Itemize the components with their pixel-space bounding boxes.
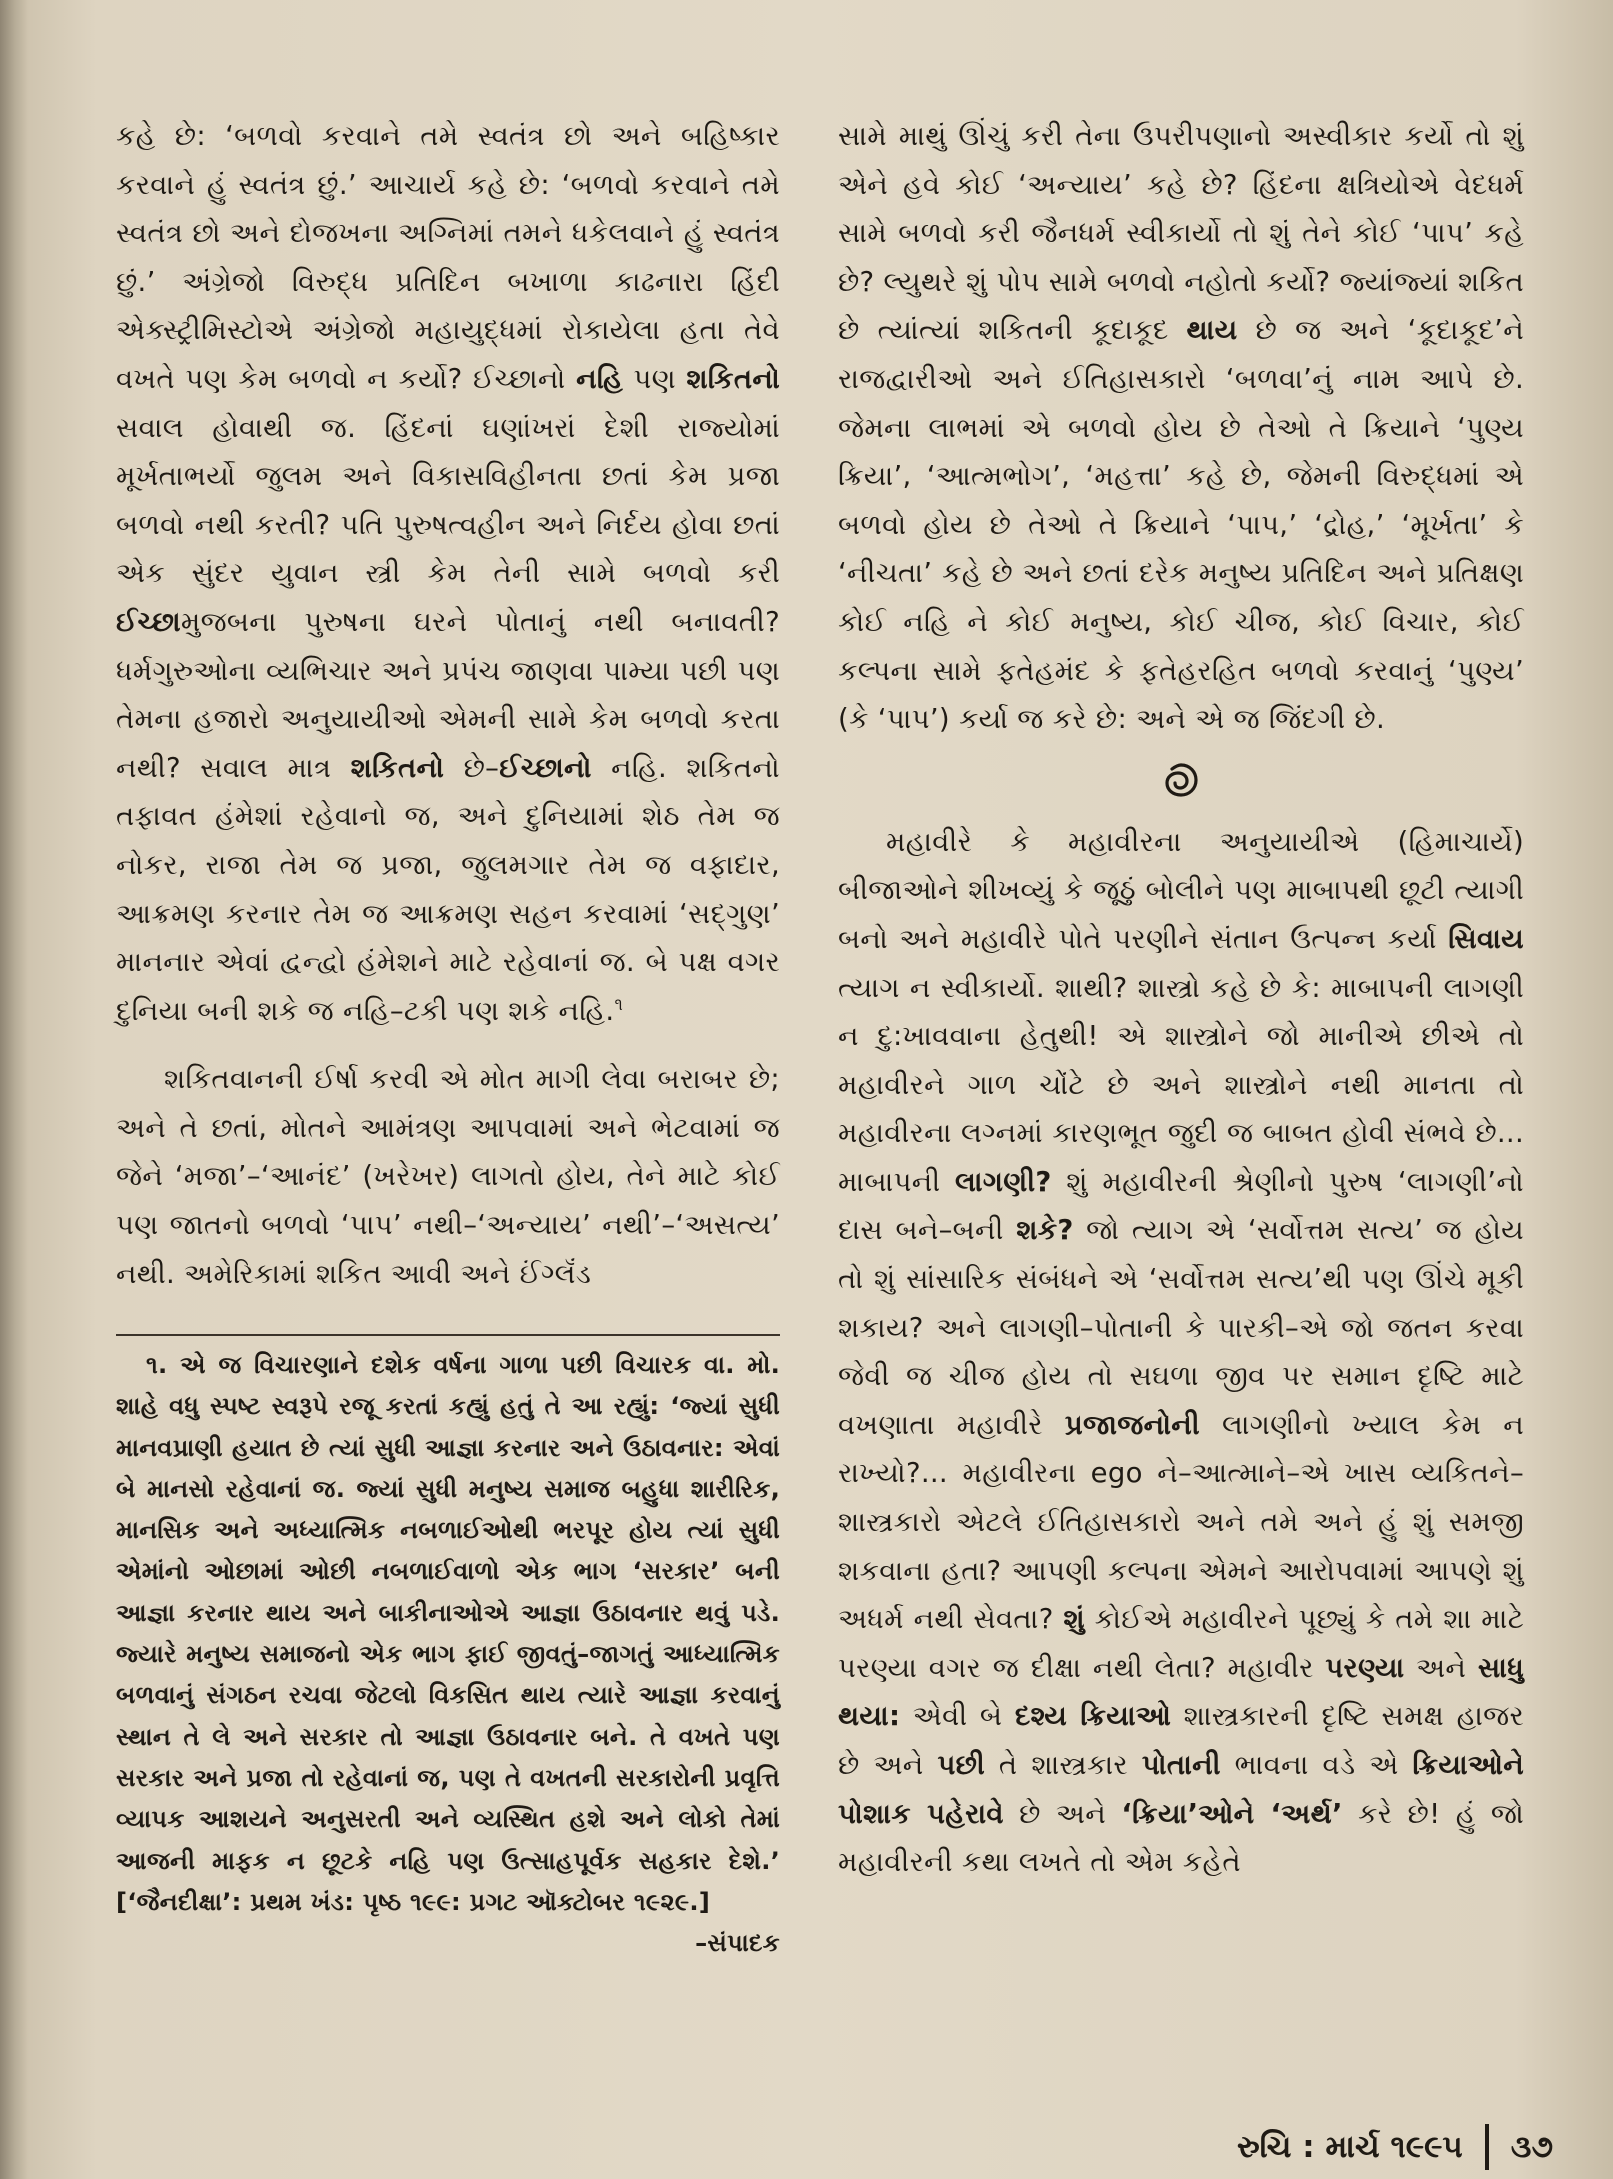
page-number: ૩૭ xyxy=(1510,2128,1553,2165)
footer-divider xyxy=(1485,2124,1489,2170)
left-paragraph-1: કહે છે: ‘બળવો કરવાને તમે સ્વતંત્ર છો અને બહિષ્કાર કરવાને હું સ્વતંત્ર છું.’ આચાર્ય કહે છે: ‘બળવો કરવાને તમે સ્વતંત્ર છો અને દોજખના અગ્નિમાં તમને ધકેલવાને હું સ્વતંત્ર છું.’ અંગ્રેજો વિરુદ્ધ પ્રતિદિન બખાળા કાઢનારા હિંદી એક્સ્ટ્રીમિસ્ટોએ અંગ્રેજો મહાયુદ્ધમાં રોકાયેલા હતા તેવે વખતે પણ કેમ બળવો ન કર્યો? ઈચ્છાનો નહિ પણ શકિતનો સવાલ હોવાથી જ. હિંદનાં ઘણાંખરાં દેશી રાજ્યોમાં મૂર્ખતાભર્યો જુલમ અને વિકાસવિહીનતા છતાં કેમ પ્રજા બળવો નથી કરતી? પતિ પુરુષત્વહીન અને નિર્દય હોવા છતાં એક સુંદર યુવાન સ્ત્રી કેમ તેની સામે બળવો કરી ઈચ્છામુજબના પુરુષના ઘરને પોતાનું નથી બનાવતી? ધર્મગુરુઓના વ્યભિચાર અને પ્રપંચ જાણવા પામ્યા પછી પણ તેમના હજારો અનુયાયીઓ એમની સામે કેમ બળવો કરતા નથી? સવાલ માત્ર શકિતનો છે–ઈચ્છાનો નહિ. શકિતનો તફાવત હંમેશાં રહેવાનો જ, અને દુનિયામાં શેઠ તેમ જ નોકર, રાજા તેમ જ પ્રજા, જુલમગાર તેમ જ વફાદાર, આક્રમણ કરનાર તેમ જ આક્રમણ સહન કરવામાં ‘સદ્ગુણ’ માનનાર એવાં દ્વન્દ્વો હંમેશને માટે રહેવાનાં જ. બે પક્ષ વગર દુનિયા બની શકે જ નહિ–ટકી પણ શકે નહિ.$^૧$ xyxy=(116,120,781,1027)
magazine-name-date: રુચિ : માર્ચ ૧૯૯૫ xyxy=(1236,2128,1463,2165)
left-paragraph-2: શકિતવાનની ઈર્ષા કરવી એ મોત માગી લેવા બરાબર છે; અને તે છતાં, મોતને આમંત્રણ આપવામાં અને ભેટવામાં જ જેને ‘મજા’–‘આનંદ’ (ખરેખર) લાગતો હોય, તેને માટે કોઈ પણ જાતનો બળવો ‘પાપ’ નથી–‘અન્યાય’ નથી’–‘અસત્ય’ નથી. અમેરિકામાં શકિત આવી અને ઈંગ્લૅંડ xyxy=(116,1063,780,1290)
ornament-icon xyxy=(838,750,1524,810)
right-paragraph-1: સામે માથું ઊંચું કરી તેના ઉપરીપણાનો અસ્વીકાર કર્યો તો શું એને હવે કોઈ ‘અન્યાય’ કહે છે? હિંદના ક્ષત્રિયોએ વેદધર્મ સામે બળવો કરી જૈનધર્મ સ્વીકાર્યો તો શું તેને કોઈ ‘પાપ’ કહે છે? લ્યુથરે શું પોપ સામે બળવો નહોતો કર્યો? જ્યાંજ્યાં શકિત છે ત્યાંત્યાં શકિતની કૂદાકૂદ થાય છે જ અને ‘કૂદાકૂદ’ને રાજદ્વારીઓ અને ઈતિહાસકારો ‘બળવા’નું નામ આપે છે. જેમના લાભમાં એ બળવો હોય છે તેઓ તે ક્રિયાને ‘પુણ્ય ક્રિયા’, ‘આત્મભોગ’, ‘મહત્તા’ કહે છે, જેમની વિરુદ્ધમાં એ બળવો હોય છે તેઓ તે ક્રિયાને ‘પાપ,’ ‘દ્રોહ,’ ‘મૂર્ખતા’ કે ‘નીચતા’ કહે છે અને છતાં દરેક મનુષ્ય પ્રતિદિન અને પ્રતિક્ષણ કોઈ નહિ ને કોઈ મનુષ્ય, કોઈ ચીજ, કોઈ વિચાર, કોઈ કલ્પના સામે ફતેહમંદ કે ફતેહરહિત બળવો કરવાનું ‘પુણ્ય’ (કે ‘પાપ’) કર્યા જ કરે છે: અને એ જ જિંદગી છે. xyxy=(838,120,1525,736)
footnote-text: ૧. એ જ વિચારણાને દશેક વર્ષના ગાળા પછી વિચારક વા. મો. શાહે વધુ સ્પષ્ટ સ્વરૂપે રજૂ કરતાં કહ્યું હતું તે આ રહ્યું: ‘જ્યાં સુધી માનવપ્રાણી હયાત છે ત્યાં સુધી આજ્ઞા કરનાર અને ઉઠાવનાર: એવાં બે માનસો રહેવાનાં જ. જ્યાં સુધી મનુષ્ય સમાજ બહુધા શારીરિક, માનસિક અને અધ્યાત્મિક નબળાઈઓથી ભરપૂર હોય ત્યાં સુધી એમાંનો ઓછામાં ઓછી નબળાઈવાળો એક ભાગ ‘સરકાર’ બની આજ્ઞા કરનાર થાય અને બાકીનાઓએ આજ્ઞા ઉઠાવનાર થવું પડે. જ્યારે મનુષ્ય સમાજનો એક ભાગ ફાઈ જીવતું–જાગતું આધ્યાત્મિક બળવાનું સંગઠન રચવા જેટલો વિકસિત થાય ત્યારે આજ્ઞા કરવાનું સ્થાન તે લે અને સરકાર તો આજ્ઞા ઉઠાવનાર બને. તે વખતે પણ સરકાર અને પ્રજા તો રહેવાનાં જ, પણ તે વખતની સરકારોની પ્રવૃત્તિ વ્યાપક આશયને અનુસરતી અને વ્યસ્થિત હશે અને લોકો તેમાં આજની માફક ન છૂટકે નહિ પણ ઉત્સાહપૂર્વક સહકાર દેશે.’ [‘જૈનદીક્ષા’: પ્રથમ ખંડ: પૃષ્ઠ ૧૯૯: પ્રગટ ઑક્ટોબર ૧૯૨૯.] –સંપાદક xyxy=(116,1345,780,1923)
footnote-marker: ૧ xyxy=(614,994,624,1015)
footnote-signature: –સંપાદક xyxy=(695,1929,780,1958)
binding-shadow xyxy=(0,0,28,2179)
right-paragraph-2: મહાવીરે કે મહાવીરના અનુયાયીએ (હિમાચાર્યે) બીજાઓને શીખવ્યું કે જૂઠું બોલીને પણ માબાપથી છૂટી ત્યાગી બનો અને મહાવીરે પોતે પરણીને સંતાન ઉત્પન્ન કર્યા સિવાય ત્યાગ ન સ્વીકાર્યો. શાથી? શાસ્ત્રો કહે છે કે: માબાપની લાગણી ન દુ:ખાવવાના હેતુથી! એ શાસ્ત્રોને જો માનીએ છીએ તો મહાવીરને ગાળ ચોંટે છે અને શાસ્ત્રોને નથી માનતા તો મહાવીરના લગ્નમાં કારણભૂત જુદી જ બાબત હોવી સંભવે છે... માબાપની લાગણી? શું મહાવીરની શ્રેણીનો પુરુષ ‘લાગણી’નો દાસ બને–બની શકે? જો ત્યાગ એ ‘સર્વોત્તમ સત્ય’ જ હોય તો શું સાંસારિક સંબંધને એ ‘સર્વોત્તમ સત્ય’થી પણ ઊંચે મૂકી શકાય? અને લાગણી–પોતાની કે પારકી–એ જો જતન કરવા જેવી જ ચીજ હોય તો સઘળા જીવ પર સમાન દૃષ્ટિ માટે વખણાતા મહાવીરે પ્રજાજનોની લાગણીનો ખ્યાલ કેમ ન રાખ્યો?... મહાવીરના ego ને–આત્માને–એ ખાસ વ્યકિતને–શાસ્ત્રકારો એટલે ઈતિહાસકારો અને તમે અને હું શું સમજી શકવાના હતા? આપણી કલ્પના એમને આરોપવામાં આપણે શું અધર્મ નથી સેવતા? શું કોઈએ મહાવીરને પૂછ્યું કે તમે શા માટે પરણ્યા વગર જ દીક્ષા નથી લેતા? મહાવીર પરણ્યા અને સાધુ થયા: એવી બે દશ્ય ક્રિયાઓ શાસ્ત્રકારની દૃષ્ટિ સમક્ષ હાજર છે અને પછી તે શાસ્ત્રકાર પોતાની ભાવના વડે એ ક્રિયાઓને પોશાક પહેરાવે છે અને ‘ક્રિયા’ઓને ‘અર્થ’ કરે છે! હું જો મહાવીરની કથા લખતે તો એમ કહેતે xyxy=(838,825,1525,1879)
page-footer xyxy=(1237,2124,1553,2170)
left-column xyxy=(116,112,780,1298)
footnote xyxy=(116,1345,780,1964)
footnote-divider xyxy=(116,1334,780,1336)
right-column xyxy=(838,112,1524,1887)
ornament-icon-svg xyxy=(1164,763,1198,797)
